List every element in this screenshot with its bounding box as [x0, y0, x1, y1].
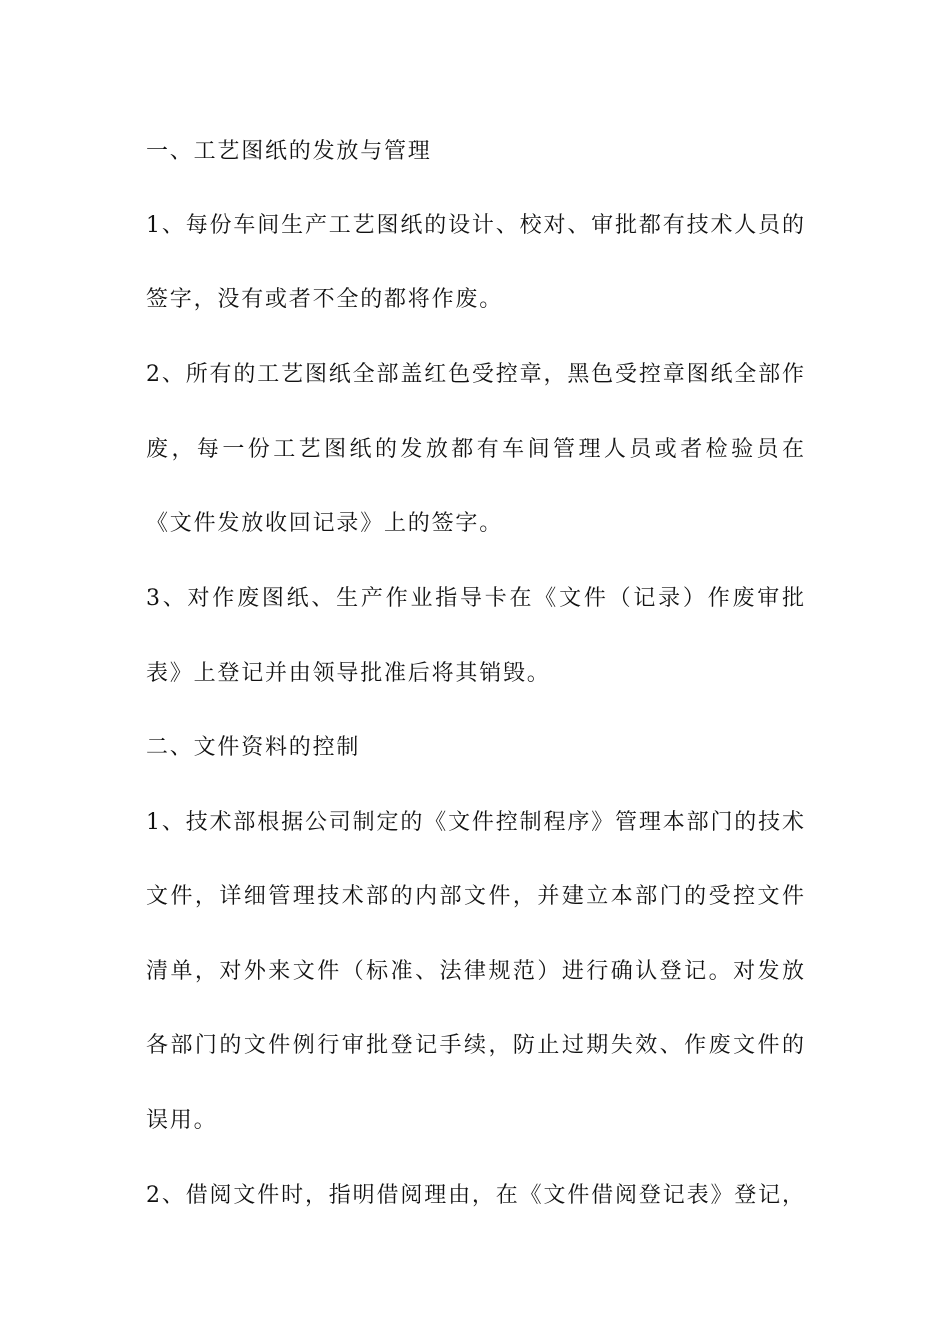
- section-heading-2: 二、文件资料的控制: [146, 735, 361, 760]
- paragraph-line: 误用。: [146, 1108, 218, 1133]
- paragraph-line: 1、每份车间生产工艺图纸的设计、校对、审批都有技术人员的: [146, 213, 804, 238]
- paragraph-line: 2、借阅文件时，指明借阅理由，在《文件借阅登记表》登记，: [146, 1183, 804, 1208]
- paragraph-line: 3、对作废图纸、生产作业指导卡在《文件（记录）作废审批: [146, 586, 804, 611]
- paragraph-line: 清单，对外来文件（标准、法律规范）进行确认登记。对发放: [146, 959, 804, 984]
- paragraph-line: 《文件发放收回记录》上的签字。: [146, 511, 504, 536]
- paragraph-line: 签字，没有或者不全的都将作废。: [146, 287, 504, 312]
- paragraph-line: 2、所有的工艺图纸全部盖红色受控章，黑色受控章图纸全部作: [146, 362, 804, 387]
- paragraph-line: 废，每一份工艺图纸的发放都有车间管理人员或者检验员在: [146, 437, 804, 462]
- paragraph-line: 各部门的文件例行审批登记手续，防止过期失效、作废文件的: [146, 1033, 804, 1058]
- paragraph-line: 1、技术部根据公司制定的《文件控制程序》管理本部门的技术: [146, 810, 804, 835]
- paragraph-line: 表》上登记并由领导批准后将其销毁。: [146, 661, 551, 686]
- section-heading-1: 一、工艺图纸的发放与管理: [146, 139, 432, 164]
- paragraph-line: 文件，详细管理技术部的内部文件，并建立本部门的受控文件: [146, 884, 804, 909]
